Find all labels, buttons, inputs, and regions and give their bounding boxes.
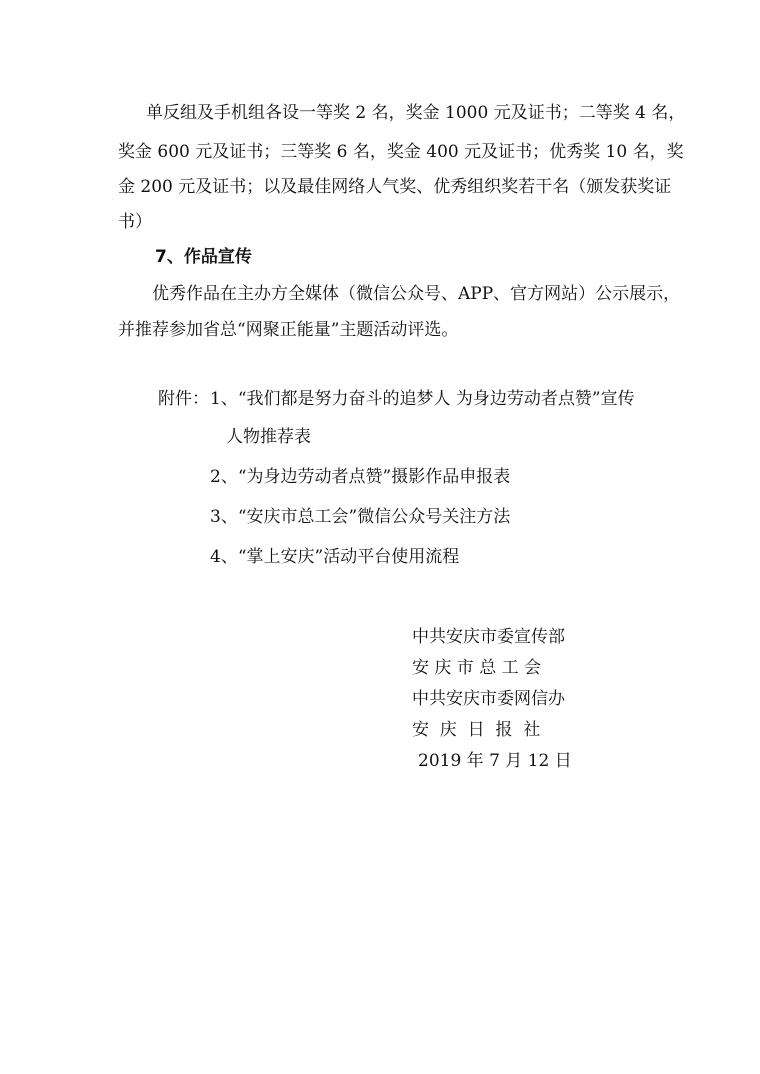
attachment-item-1: 1、“我们都是努力奋斗的追梦人 为身边劳动者点赞”宣传: [210, 389, 635, 409]
signature-org-1: 中共安庆市委宣传部: [412, 627, 565, 647]
prize-line-4: 书）: [118, 212, 152, 232]
attachments-label: 附件：: [158, 389, 209, 409]
attachment-item-3: 3、“安庆市总工会”微信公众号关注方法: [210, 507, 511, 527]
prize-line-3: 金 200 元及证书；以及最佳网络人气奖、优秀组织奖若干名（颁发获奖证: [118, 177, 672, 197]
signature-org-2: 安 庆 市 总 工 会: [412, 658, 542, 678]
publicity-line-2: 并推荐参加省总“网聚正能量”主题活动评选。: [118, 320, 459, 340]
prize-line-1: 单反组及手机组各设一等奖 2 名，奖金 1000 元及证书；二等奖 4 名，: [146, 103, 686, 123]
attachment-item-1-cont: 人物推荐表: [226, 427, 311, 447]
attachment-item-2: 2、“为身边劳动者点赞”摄影作品申报表: [210, 467, 511, 487]
prize-line-2: 奖金 600 元及证书；三等奖 6 名，奖金 400 元及证书；优秀奖 10 名，奖: [118, 142, 684, 162]
signature-org-3: 中共安庆市委网信办: [412, 689, 565, 709]
publicity-line-1: 优秀作品在主办方全媒体（微信公众号、APP、官方网站）公示展示，: [152, 284, 681, 304]
signature-org-4: 安 庆 日 报 社: [412, 720, 541, 740]
publicity-heading: 7、作品宣传: [155, 247, 252, 267]
attachment-item-4: 4、“掌上安庆”活动平台使用流程: [210, 547, 460, 567]
signature-date: 2019 年 7 月 12 日: [418, 751, 572, 771]
